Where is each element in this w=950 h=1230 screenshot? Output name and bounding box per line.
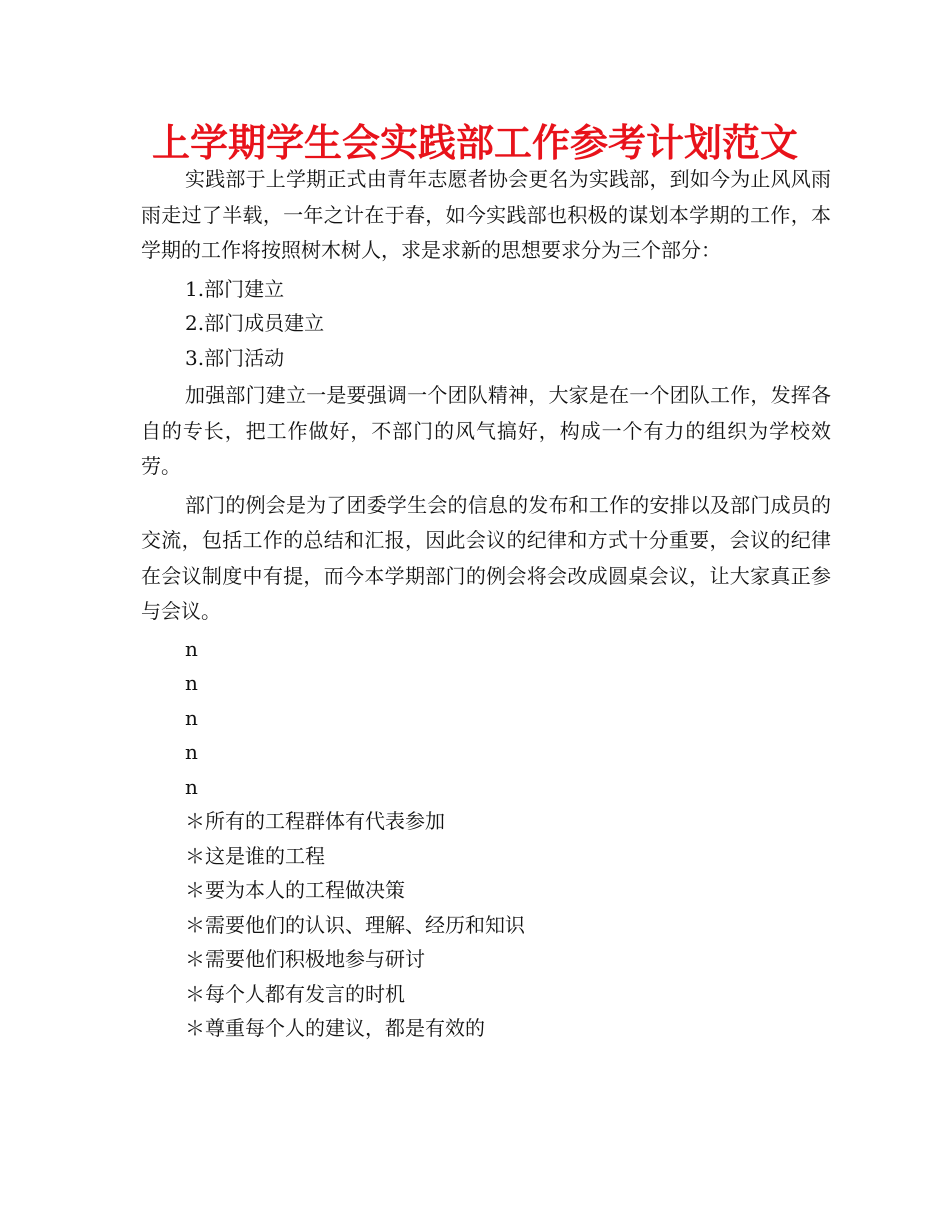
bullet-item: ＊需要他们的认识、理解、经历和知识 [185, 912, 525, 937]
meeting-paragraph: 部门的例会是为了团委学生会的信息的发布和工作的安排以及部门成员的交流，包括工作的总结和汇报，因此会议的纪律和方式十分重要，会议的纪律在会议制度中有提，而今本学期部门的例会将会改成圆桌会议，让大家真正参与会议。 [141, 492, 831, 623]
bullet-item: ＊所有的工程群体有代表参加 [185, 809, 445, 833]
team-spirit-paragraph: 加强部门建立一是要强调一个团队精神，大家是在一个团队工作，发挥各自的专长，把工作做好，不部门的风气搞好，构成一个有力的组织为学校效劳。 [141, 383, 831, 478]
n-line: n [185, 740, 198, 764]
n-line: n [185, 774, 198, 799]
part-item: 3.部门活动 [185, 345, 285, 370]
bullet-item: ＊尊重每个人的建议，都是有效的 [185, 1016, 485, 1040]
part-item: 1.部门建立 [185, 276, 285, 301]
bullet-item: ＊每个人都有发言的时机 [185, 981, 405, 1006]
bullet-item: ＊这是谁的工程 [185, 843, 325, 868]
bullet-item: ＊需要他们积极地参与研讨 [185, 947, 425, 971]
n-line: n [185, 671, 198, 695]
n-line: n [185, 636, 198, 661]
bullet-item: ＊要为本人的工程做决策 [185, 878, 405, 902]
part-item: 2.部门成员建立 [185, 311, 325, 335]
intro-paragraph: 实践部于上学期正式由青年志愿者协会更名为实践部，到如今为止风风雨雨走过了半载，一年之计在于春，如今实践部也积极的谋划本学期的工作，本学期的工作将按照树木树人，求是求新的思想要求分为三个部分： [141, 167, 831, 262]
n-line: n [185, 705, 198, 730]
document-title: 上学期学生会实践部工作参考计划范文 [151, 121, 798, 165]
document-body [141, 162, 831, 1046]
